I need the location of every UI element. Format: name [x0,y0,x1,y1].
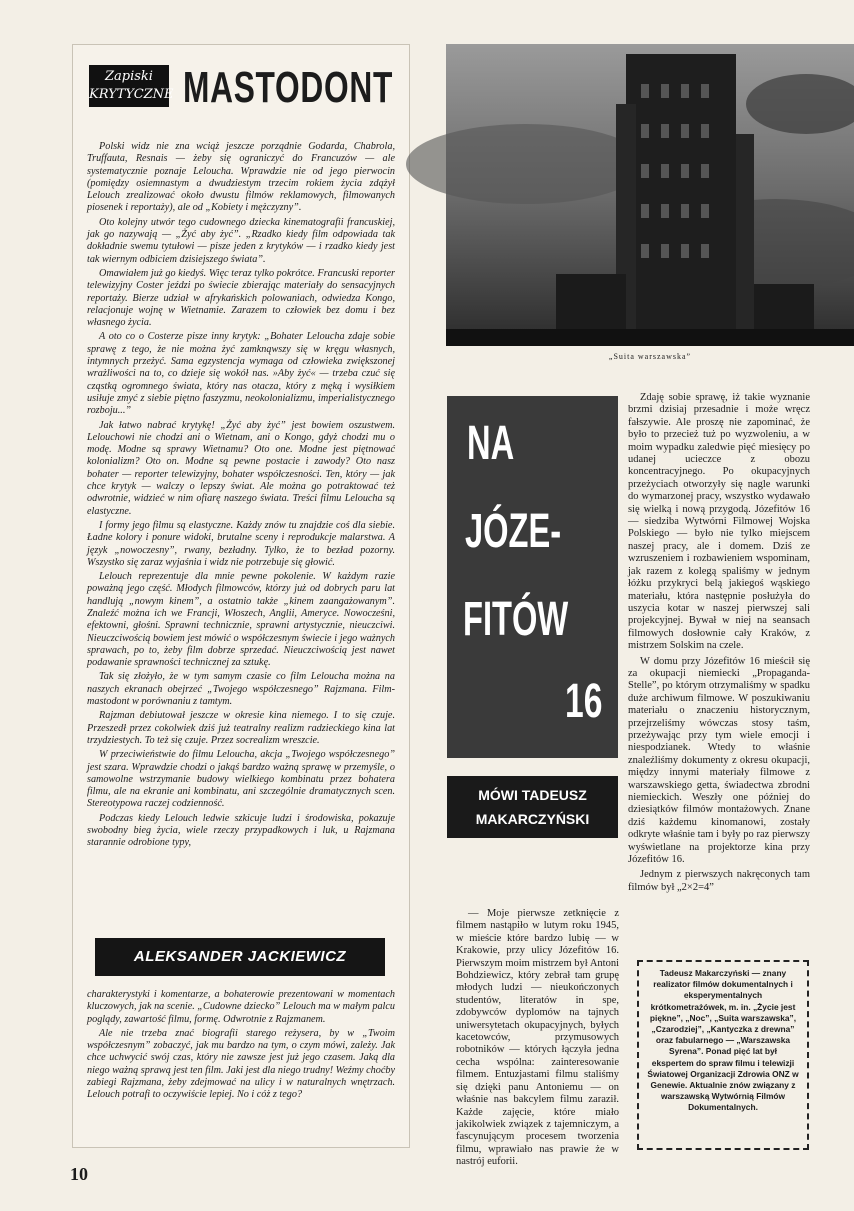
interview-title-block [447,396,618,758]
paragraph: Zdaję sobie sprawę, iż takie wyznanie brzmi dzisiaj przesadnie i może wręcz fałszywie. Ale proszę nie zapominać, że było to przecież tuż po wyzwoleniu, a w moim wypadku zaledwie pięć miesięcy po udanej ucieczce z obozu koncentracyjnego. Po okupacyjnych przeżyciach otworzyły się nagle warunki do wymarzonej pracy, wszystko wydawało się wielką i nową przygodą. Józefitów 16 — siedziba Wytwórni Filmowej Wojska Polskiego — było nie tylko miejscem naszej pracy, ale i domem. Dziś ze wzruszeniem i rozbawieniem wspominam, jak razem z kolegą spaliśmy w jednym łóżku przykryci belą jakiegoś wąskiego materiału, która następnie posłużyła do uszycia kotar w naszej pierwszej sali projekcyjnej. Bywał w niej na seansach filmowych dosłownie cały Kraków, z mistrzem Solskim na czele. [628,392,810,652]
interview-subtitle [447,776,618,838]
column-logo-line2: KRYTYCZNE [89,87,174,102]
ruins-illustration [446,44,854,346]
title-line: NA [467,417,515,470]
paragraph: Ale nie trzeba znać biografii starego reżysera, by w „Twoim współczesnym” zobaczyć, jak mu bardzo na tym, o czym mówi, zależy. Jak chce uchwycić swój czas, który nie zawsze jest już jego czasem. Jaką dla niego ważną sprawą jest ten film. Jaki jest dla niego trudny! Weźmy choćby zabiegi Rajzmana, żeby zdejmować na ulicy i w naturalnych wnętrzach. Lelouch potrafi to oczywiście lepiej. No i cóż z tego? [87,1027,395,1101]
subtitle-line: MÓWI TADEUSZ [478,787,587,803]
paragraph: charakterystyki i komentarze, a bohaterowie prezentowani w momentach kluczowych, jak na scenie. „Cudowne dziecko” Lelouch ma w małym palcu poglądy, zawartość filmu, formę. Odwrotnie z Rajzmanem. [87,989,395,1025]
paragraph: A oto co o Costerze pisze inny krytyk: „Bohater Lelouchа zdaje sobie sprawę z tego, że nie można żyć zamknąwszy się w kręgu własnych, intymnych przeżyć. Sama egzystencja wymaga od człowieka zwiększonej wrażliwości na to, co dzieje się wokół nas. »Aby żyć« — trzeba czuć się cząstką ogromnego świata, który nas otacza, który z męką i wysiłkiem usiłuje zmyć z siebie piętno faszyzmu, neokolonializmu, imperialistycznego rozboju...” [87,331,395,417]
title-line: FITÓW [463,593,569,646]
paragraph: Polski widz nie zna wciąż jeszcze porządnie Godarda, Chabrola, Truffauta, Resnais — żeby się ograniczyć do Francuzów — ale systematycznie poznaje Lelouchа. Wprawdzie nie od jego pierwocin (pomiędzy osiemnastym a dwudziestym trzecim rokiem życia zdążył Lelouch zrealizować około dwustu filmów reklamowych, filmowanych piosenek i reportaży), ale od „Kobiety i mężczyzny”. [87,141,395,214]
title-line: 16 [564,675,602,728]
column-logo [89,65,174,107]
paragraph: Tak się złożyło, że w tym samym czasie co film Lelouchа można na naszych ekranach obejrzeć „Twojego współczesnego” Rajzmana. Film-mastodont w porównaniu z tamtym. [87,671,395,708]
author-byline: ALEKSANDER JACKIEWICZ [95,938,385,976]
paragraph: Podczas kiedy Lelouch ledwie szkicuje ludzi i środowiska, pokazuje swobodny bieg życia, wiele rzeczy przypadkowych i luk, u Rajzmana starannie odrobione typy, [87,812,395,849]
column-logo-line1: Zapiski [105,69,153,84]
paragraph: I formy jego filmu są elastyczne. Każdy znów tu znajdzie coś dla siebie. Ładne kolory i ponure widoki, brutalne sceny i reprodukcje malarstwa. A język „nowoczesny”, rwany, bezładny. Tylko, że to bezład pozorny. Wszystko się zaraz wyjaśnia i widz nie potrzebuje się głowić. [87,519,395,568]
interview-body-start [456,908,619,1168]
paragraph: Jednym z pierwszych nakręconych tam filmów był „2×2=4” [628,869,810,893]
paragraph: — Moje pierwsze zetknięcie z filmem nastąpiło w lutym roku 1945, w mieście które bardzo lubię — w Krakowie, przy ulicy Józefitów 16. Pierwszym moim mistrzem był Antoni Bohdziewicz, który zebrał tam grupę młodych ludzi — nieukończonych studentów, literatów in spe, zdobywców dyplomów na tajnych uniwersytetach okupacyjnych, byłych kacetowców, przymusowych robotników — których łączyła jedna cecha wspólna: zainteresowanie filmem. Entuzjastami filmu staliśmy się dzięki panu Antoniemu — on właśnie nas bakcylem filmu zaraził. Każde zajęcie, które miało jakikolwiek związek z tajemniczym, a fascynującym procesem tworzenia filmu, wprawiało nas prawie że w nastrój euforii. [456,908,619,1168]
title-line: JÓZE- [465,505,562,558]
photo-ruined-building [446,44,854,346]
subtitle-line: MAKARCZYŃSKI [475,811,590,827]
paragraph: Rajzman debiutował jeszcze w okresie kina niemego. I to się czuje. Przeszedł przez cokolwiek dziś już teatralny realizm radzieckiego kina lat trzydziestych. To też się czuje. Przez socrealizm wreszcie. [87,710,395,746]
paragraph: W domu przy Józefitów 16 mieścił się za okupacji niemiecki „Propaganda-Stelle”, po którym otrzymaliśmy w spadku duże archiwum filmowe. W poszukiwaniu materiału o znaczeniu historycznym, przejrzeliśmy wówczas stosy taśm, przeżywając przy tym wiele emocji i niespodzianek. Wtedy to właśnie znaleźliśmy dokumenty z okresu okupacji, między innymi materiały filmowe z warszawskiego getta, świadectwa zbrodni niemieckich. Weszły one później do dziesiątków filmów montażowych. Znane dziś każdemu kinomanowi, zostały odkryte właśnie tam i były po raz pierwszy wyświetlane na projektorze kina przy Józefitów 16. [628,655,810,866]
paragraph: Jak łatwo nabrać krytykę! „Żyć aby żyć” jest bowiem oszustwem. Lelouchowi nie chodzi ani o Wietnam, ani o Kongo, gdyż chodzi mu o modę. Modne są sprawy Wietnamu? Oto one. Modne jest piętnować kolonializm? Oto on. Modne są pewne postacie i zawody? Oto nasz bohater — reporter telewizyjny, bohater współczesności. Ten, który — jak chce krytyk — walczy o lepszy świat. Ale można go potraktować też odwrotnie, widzieć w nim ofiarę naszego świata. Treści filmu Lelouchа są elastyczne. [87,419,395,517]
paragraph: Oto kolejny utwór tego cudownego dziecka kinematografii francuskiej, jak go nazywają — „Żyć aby żyć”. „Rzadko kiedy film odpowiada tak dokładnie swemu tytułowi — pisze jeden z krytyków — i rzadko kiedy jest tak wiernym odbiciem dzisiejszego świata”. [87,216,395,265]
photo-caption: „Suita warszawska” [608,352,692,361]
paragraph: Lelouch reprezentuje dla mnie pewne pokolenie. W każdym razie poważną jego część. Młodych filmowców, którzy już od dobrych paru lat handlują „nowym kinem”, a ostatnio także „kinem zaangażowanym”. Znaleźć można ich we Francji, Włoszech, Anglii, Ameryce. Nowocześni, efektowni, głośni. Sprawni technicznie, sprawni artystycznie, nieuczciwi. Nieuczciwością bowiem jest mówić o współczesnym świecie i jego ważnych sprawach, po to, żeby film dobrze sprzedać. Nieuczciwością jest nawet podawanie sprawności technicznej za sztukę. [87,571,395,669]
article-title: MASTODONT [183,63,394,112]
author-bio-box: Tadeusz Makarczyński — znany realizator filmów dokumentalnych i eksperymentalnych krótkometrażówek, m. in. „Życie jest piękne”, „Noc”, „Suita warszawska”, „Czarodziej”, „Kantyczka z drewna” oraz fabularnego — „Warszawska Syrena”. Ponad pięć lat był ekspertem do spraw filmu i telewizji Światowej Organizacji Zdrowia ONZ w Genewie. Aktualnie znów związany z warszawską Wytwórnią Filmów Dokumentalnych. [637,960,809,1150]
critical-notes-column [72,44,410,1148]
article-body-continued [87,989,395,1129]
paragraph: W przeciwieństwie do filmu Lelouchа, akcja „Twojego współczesnego” jest szara. Wprawdzie chodzi o jakąś bardzo ważną sprawę w przemyśle, o samowolne wstrzymanie budowy wielkiego kombinatu przez bohatera filmu, ale na ekranie ani kombinatu, ani szczególnie dramatycznych scen. Stereotypowa raczej codzienność. [87,749,395,810]
interview-body [628,392,810,902]
paragraph: Omawiałem już go kiedyś. Więc teraz tylko pokrótce. Francuski reporter telewizyjny Coster jeździ po świecie zbierając materiały do sensacyjnych reportaży. Bierze udział w afrykańskich polowaniach, odwiedza Kongo, relacjonuje wojnę w Wietnamie. Zarazem to człowiek bez domu i bez własnego życia. [87,267,395,329]
article-body [87,141,395,941]
page-number: 10 [70,1164,88,1184]
